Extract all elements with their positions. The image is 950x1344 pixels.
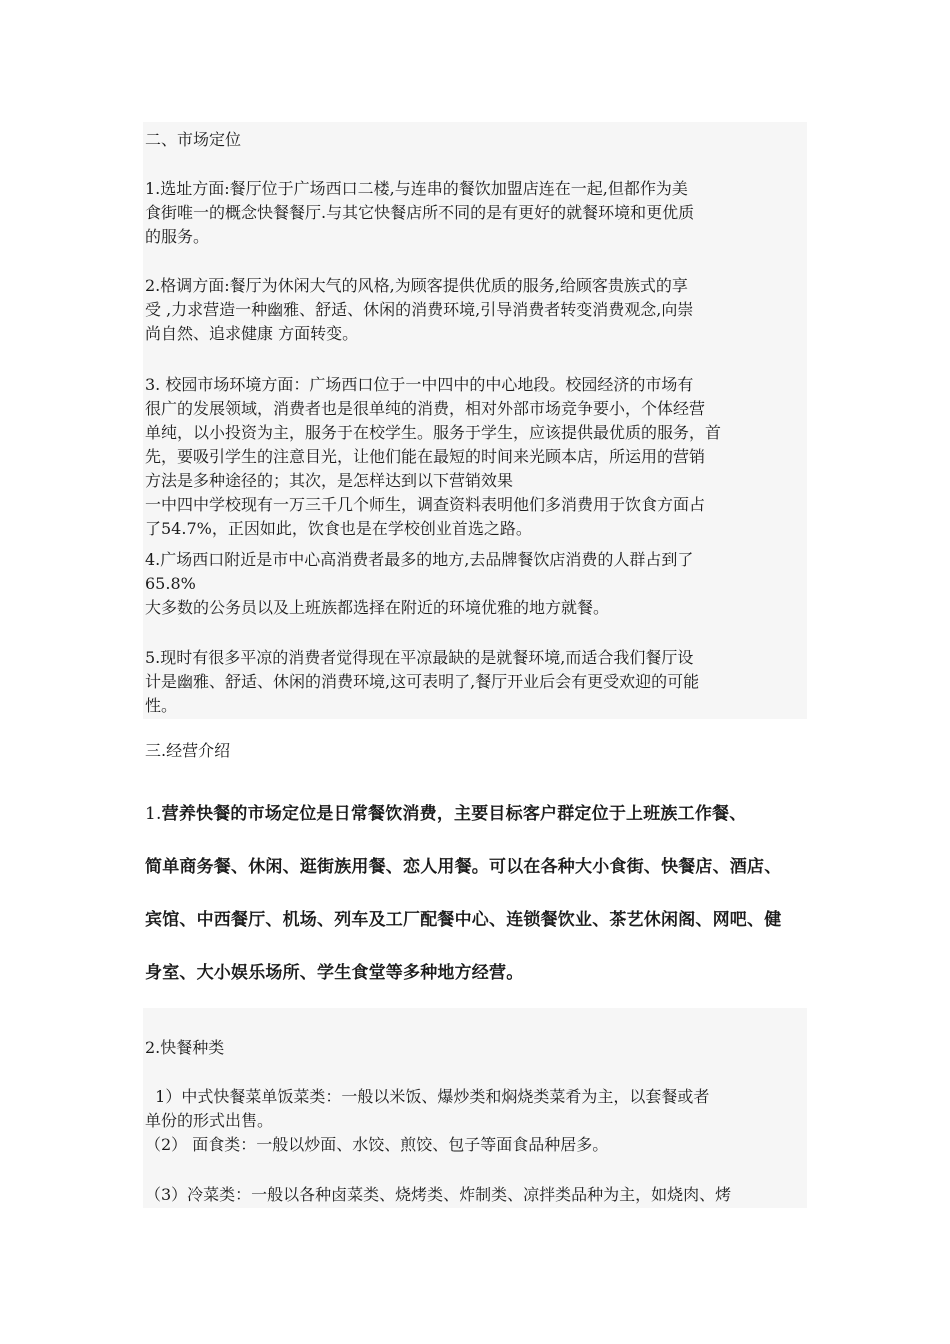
paragraph-style: [145, 274, 807, 346]
bold-text-line: 宾馆、中西餐厅、机场、列车及工厂配餐中心、连锁餐饮业、茶艺休闲阁、网吧、健: [145, 910, 782, 930]
text-line: 单纯，以小投资为主，服务于在校学生。服务于学生，应该提供最优质的服务，首: [145, 423, 722, 442]
list-item: 单份的形式出售。: [145, 1111, 274, 1130]
text-line: 5.现时有很多平凉的消费者觉得现在平凉最缺的是就餐环境,而适合我们餐厅设: [145, 648, 694, 667]
text-line: 1.选址方面:餐厅位于广场西口二楼,与连串的餐饮加盟店连在一起,但都作为美: [145, 179, 688, 198]
text-line: 尚自然、追求健康 方面转变。: [145, 324, 359, 343]
section-3-heading: 三.经营介绍: [145, 741, 231, 760]
paragraph-dining-environment: [145, 646, 807, 718]
text-line: 了54.7%，正因如此，饮食也是在学校创业首选之路。: [145, 519, 532, 538]
bold-text-line: 简单商务餐、休闲、逛街族用餐、恋人用餐。可以在各种大小食街、快餐店、酒店、: [145, 857, 782, 877]
paragraph-consumers: [145, 548, 807, 620]
fast-food-types-list: [145, 1085, 807, 1157]
text-line: 的服务。: [145, 227, 210, 246]
list-item: （3）冷菜类：一般以各种卤菜类、烧烤类、炸制类、凉拌类品种为主，如烧肉、烤: [145, 1185, 732, 1204]
text-line: 一中四中学校现有一万三千几个师生，调查资料表明他们多消费用于饮食方面占: [145, 495, 706, 514]
paragraph-number: 1.: [145, 804, 162, 824]
bold-paragraph-positioning: [145, 802, 807, 1014]
fast-food-type-cold-dishes: [145, 1183, 807, 1207]
fast-food-types-heading: 2.快餐种类: [145, 1038, 225, 1057]
list-item: （2） 面食类：一般以炒面、水饺、煎饺、包子等面食品种居多。: [145, 1135, 609, 1154]
bold-text-line: 1.营养快餐的市场定位是日常餐饮消费，主要目标客户群定位于上班族工作餐、: [145, 804, 747, 824]
text-line: 很广的发展领域，消费者也是很单纯的消费，相对外部市场竞争要小，个体经营: [145, 399, 706, 418]
text-line: 方法是多种途径的；其次，是怎样达到以下营销效果: [145, 471, 514, 490]
text-line: 大多数的公务员以及上班族都选择在附近的环境优雅的地方就餐。: [145, 598, 610, 617]
text-line: 计是幽雅、舒适、休闲的消费环境,这可表明了,餐厅开业后会有更受欢迎的可能: [145, 672, 700, 691]
text-line: 先，要吸引学生的注意目光，让他们能在最短的时间来光顾本店，所运用的营销: [145, 447, 706, 466]
text-line: 受 ,力求营造一种幽雅、舒适、休闲的消费环境,引导消费者转变消费观念,向崇: [145, 300, 694, 319]
text-line: 4.广场西口附近是市中心高消费者最多的地方,去品牌餐饮店消费的人群占到了: [145, 550, 694, 569]
text-line: 3. 校园市场环境方面：广场西口位于一中四中的中心地段。校园经济的市场有: [145, 375, 694, 394]
text-line: 食街唯一的概念快餐餐厅.与其它快餐店所不同的是有更好的就餐环境和更优质: [145, 203, 695, 222]
bold-text-line: 身室、大小娱乐场所、学生食堂等多种地方经营。: [145, 963, 524, 983]
text-line: 65.8%: [145, 574, 196, 593]
list-item: 1）中式快餐菜单饭菜类：一般以米饭、爆炒类和焖烧类菜肴为主，以套餐或者: [145, 1087, 710, 1106]
paragraph-location: [145, 177, 807, 249]
text-line: 2.格调方面:餐厅为休闲大气的风格,为顾客提供优质的服务,给顾客贵族式的享: [145, 276, 688, 295]
paragraph-campus-market: [145, 373, 807, 541]
section-2-heading: 二、市场定位: [145, 130, 242, 149]
text-line: 性。: [145, 696, 178, 715]
